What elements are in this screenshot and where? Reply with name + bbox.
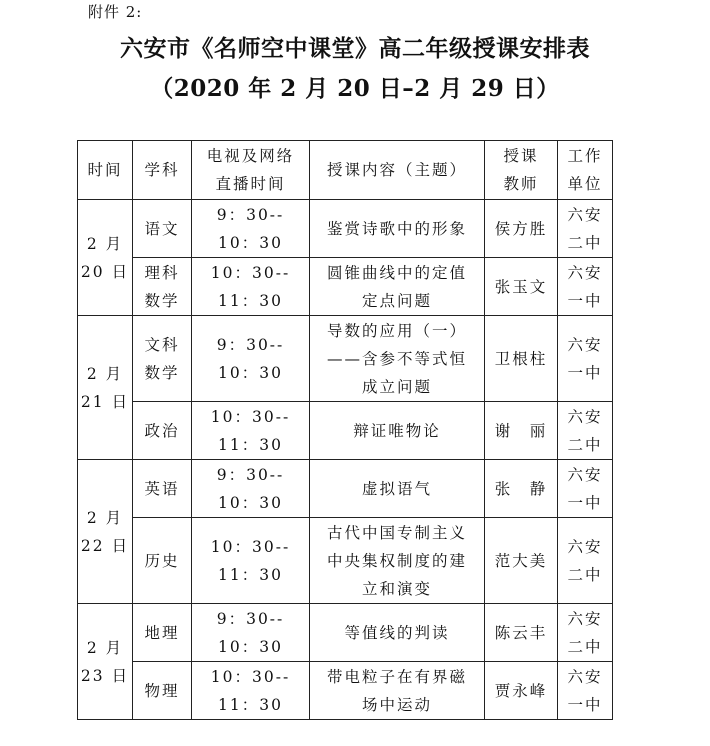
teacher-cell: 侯方胜 [485,200,558,258]
date-cell: 2 月 23 日 [78,604,133,720]
content-cell: 古代中国专制主义 中央集权制度的建 立和演变 [310,518,485,604]
broadcast-time-cell: 9：30-- 10：30 [192,200,310,258]
date-cell: 2 月 22 日 [78,460,133,604]
broadcast-time-cell: 10：30-- 11：30 [192,662,310,720]
content-cell: 等值线的判读 [310,604,485,662]
table-row [78,402,613,460]
subject-cell: 物理 [133,662,192,720]
header-cell-content: 授课内容（主题） [310,141,485,200]
teacher-cell: 陈云丰 [485,604,558,662]
unit-cell: 六安 一中 [558,258,613,316]
table-row [78,662,613,720]
subject-cell: 英语 [133,460,192,518]
document-title: 六安市《名师空中课堂》高二年级授课安排表 [120,35,590,62]
teacher-cell: 张 静 [485,460,558,518]
subject-cell: 地理 [133,604,192,662]
table-row [78,460,613,518]
unit-cell: 六安 二中 [558,402,613,460]
schedule-table [77,140,613,720]
unit-cell: 六安 一中 [558,316,613,402]
broadcast-time-cell: 9：30-- 10：30 [192,460,310,518]
unit-cell: 六安 一中 [558,460,613,518]
table-row [78,200,613,258]
unit-cell: 六安 二中 [558,604,613,662]
date-cell: 2 月 20 日 [78,200,133,316]
header-cell-unit: 工作 单位 [558,141,613,200]
teacher-cell: 张玉文 [485,258,558,316]
content-cell: 辩证唯物论 [310,402,485,460]
table-row [78,258,613,316]
content-cell: 圆锥曲线中的定值 定点问题 [310,258,485,316]
document-date-range: （2020 年 2 月 20 日–2 月 29 日） [150,75,560,102]
unit-cell: 六安 一中 [558,662,613,720]
teacher-cell: 卫根柱 [485,316,558,402]
teacher-cell: 范大美 [485,518,558,604]
header-cell-teacher: 授课 教师 [485,141,558,200]
subject-cell: 理科 数学 [133,258,192,316]
unit-cell: 六安 二中 [558,200,613,258]
attachment-label: 附件 2: [88,3,143,21]
header-cell-time: 时间 [78,141,133,200]
broadcast-time-cell: 9：30-- 10：30 [192,316,310,402]
content-cell: 虚拟语气 [310,460,485,518]
table-row [78,604,613,662]
content-cell: 导数的应用（一） ——含参不等式恒 成立问题 [310,316,485,402]
teacher-cell: 贾永峰 [485,662,558,720]
broadcast-time-cell: 10：30-- 11：30 [192,518,310,604]
content-cell: 鉴赏诗歌中的形象 [310,200,485,258]
broadcast-time-cell: 10：30-- 11：30 [192,258,310,316]
teacher-cell: 谢 丽 [485,402,558,460]
table-header-row [78,141,613,200]
unit-cell: 六安 二中 [558,518,613,604]
subject-cell: 语文 [133,200,192,258]
subject-cell: 文科 数学 [133,316,192,402]
table-row [78,518,613,604]
content-cell: 带电粒子在有界磁 场中运动 [310,662,485,720]
broadcast-time-cell: 10：30-- 11：30 [192,402,310,460]
subject-cell: 历史 [133,518,192,604]
header-cell-subject: 学科 [133,141,192,200]
broadcast-time-cell: 9：30-- 10：30 [192,604,310,662]
subject-cell: 政治 [133,402,192,460]
date-cell: 2 月 21 日 [78,316,133,460]
table-row [78,316,613,402]
header-cell-broadcast-time: 电视及网络 直播时间 [192,141,310,200]
schedule-table-body [78,141,613,720]
